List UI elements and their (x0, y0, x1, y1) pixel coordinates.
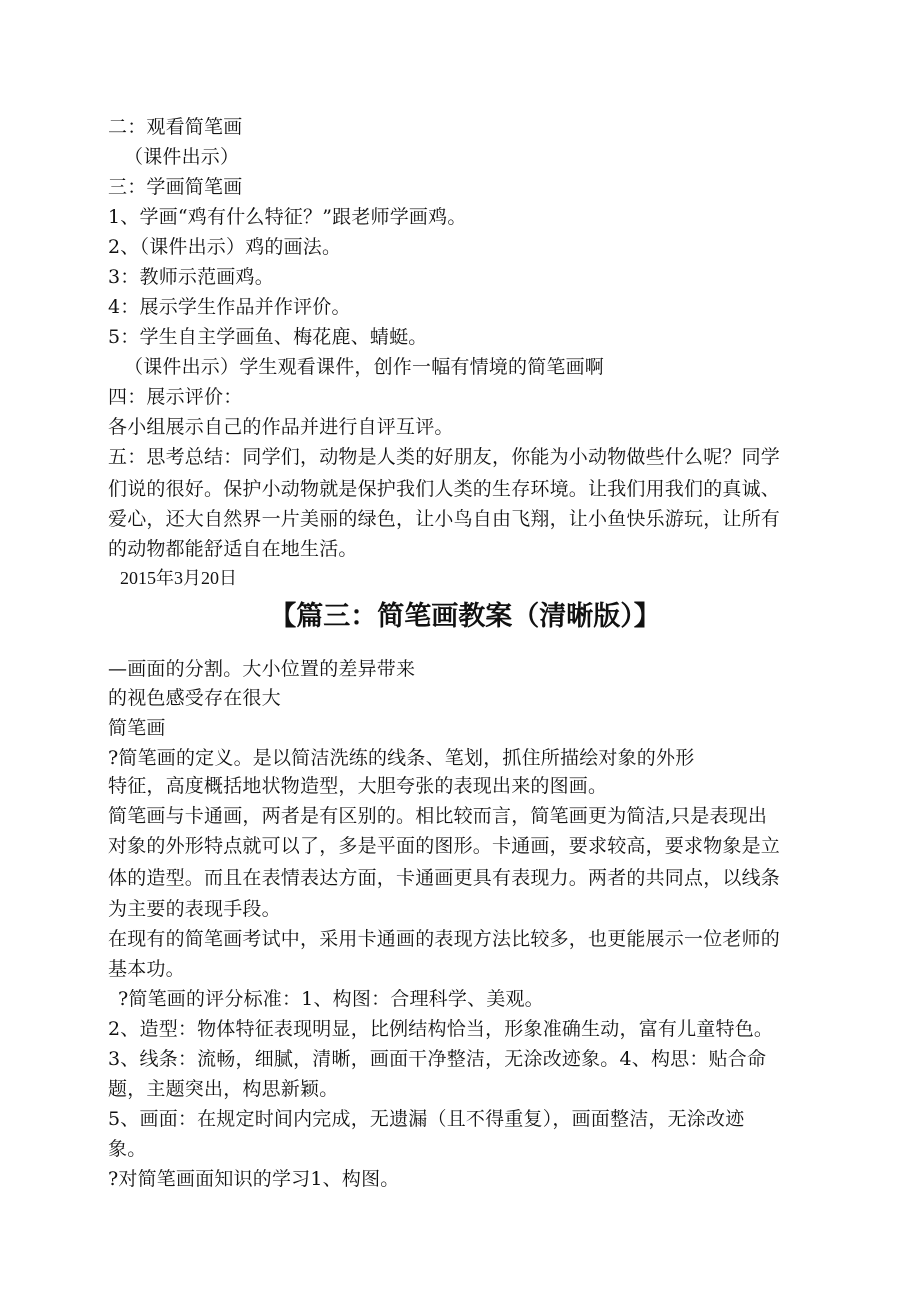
text-line: （课件出示） (124, 146, 240, 168)
text-line: 特征，高度概括地状物造型，大胆夸张的表现出来的图画。 (108, 775, 608, 797)
text-line: 五：思考总结：同学们，动物是人类的好朋友，你能为小动物做些什么呢？同学 (108, 446, 781, 468)
text-line: 1、学画“鸡有什么特征？”跟老师学画鸡。 (108, 206, 467, 228)
text-line: 爱心，还大自然界一片美丽的绿色，让小鸟自由飞翔，让小鱼快乐游玩，让所有 (108, 508, 781, 530)
section-heading: 【篇三：简笔画教案（清晰版）】 (269, 601, 661, 632)
text-line: 5：学生自主学画鱼、梅花鹿、蜻蜓。 (108, 326, 428, 348)
text-line: 简笔画 (108, 717, 166, 739)
text-line: 2、造型：物体特征表现明显，比例结构恰当，形象准确生动，富有儿童特色。 (108, 1018, 774, 1040)
text-line: 象。 (108, 1138, 147, 1160)
text-line: 二：观看简笔画 (108, 116, 243, 138)
text-line: ?对简笔画面知识的学习1、构图。 (108, 1168, 400, 1190)
text-line: 3、线条：流畅，细腻，清晰，画面干净整洁，无涂改迹象。4、构思：贴合命 (108, 1048, 767, 1070)
text-line: 3：教师示范画鸡。 (108, 266, 274, 288)
text-line: 的动物都能舒适自在地生活。 (108, 538, 358, 560)
text-line: 简笔画与卡通画，两者是有区别的。相比较而言，简笔画更为简洁,只是表现出 (108, 805, 768, 827)
text-line: 5、画面：在规定时间内完成，无遗漏（且不得重复），画面整洁，无涂改迹 (108, 1108, 745, 1130)
text-line: （课件出示）学生观看课件，创作一幅有情境的简笔画啊 (124, 356, 605, 378)
text-line: ?简笔画的定义。是以简洁洗练的线条、笔划，抓住所描绘对象的外形 (108, 747, 695, 769)
text-line: 在现有的简笔画考试中，采用卡通画的表现方法比较多，也更能展示一位老师的 (108, 928, 781, 950)
text-line: 题，主题突出，构思新颖。 (108, 1078, 339, 1100)
text-line: 4：展示学生作品并作评价。 (108, 296, 351, 318)
text-line: 三：学画简笔画 (108, 176, 243, 198)
text-line: —画面的分割。大小位置的差异带来 (108, 658, 416, 680)
text-line: 2、（课件出示）鸡的画法。 (108, 236, 342, 258)
text-line: 体的造型。而且在表情表达方面，卡通画更具有表现力。两者的共同点，以线条 (108, 867, 781, 889)
text-line: 的视色感受存在很大 (108, 687, 281, 709)
document-date: 2015年3月20日 (120, 568, 237, 588)
text-line: 各小组展示自己的作品并进行自评互评。 (108, 416, 454, 438)
text-line: 们说的很好。保护小动物就是保护我们人类的生存环境。让我们用我们的真诚、 (108, 478, 781, 500)
text-line: 为主要的表现手段。 (108, 898, 281, 920)
text-line: 基本功。 (108, 958, 185, 980)
text-line: ?简笔画的评分标准：1、构图：合理科学、美观。 (118, 988, 544, 1010)
text-line: 对象的外形特点就可以了，多是平面的图形。卡通画，要求较高，要求物象是立 (108, 835, 781, 857)
text-line: 四：展示评价： (108, 386, 243, 408)
